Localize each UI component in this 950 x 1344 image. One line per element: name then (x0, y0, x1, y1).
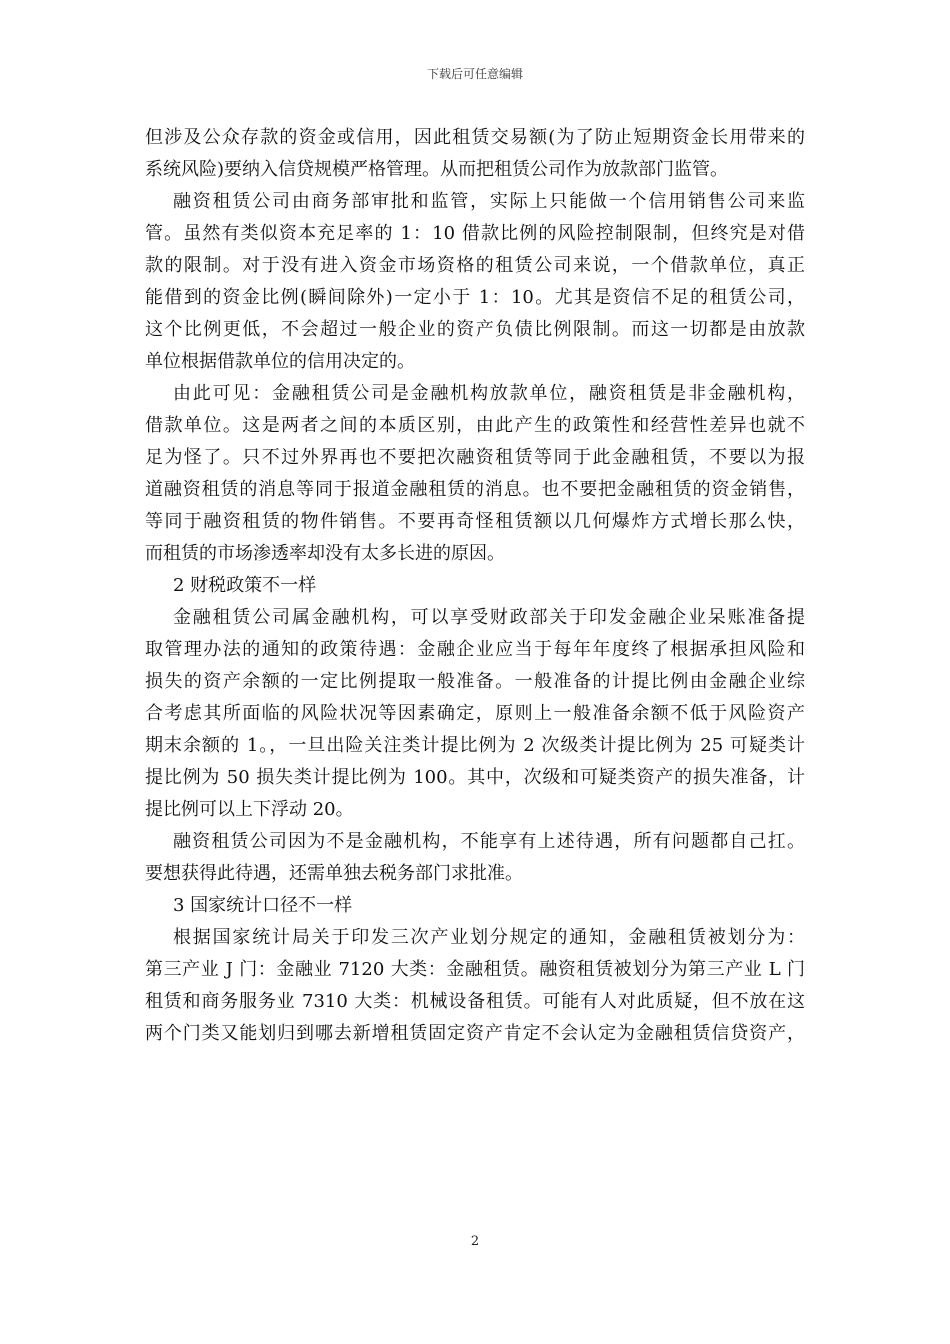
document-body (145, 122, 805, 1050)
text-line: 两个门类又能划归到哪去新增租赁固定资产肯定不会认定为金融租赁信贷资产， (145, 1023, 805, 1044)
text-line: 合考虑其所面临的风险状况等因素确定，原则上一般准备余额不低于风险资产 (145, 703, 805, 724)
section-heading: 3 国家统计口径不一样 (173, 895, 353, 916)
text-line: 损失的资产余额的一定比例提取一般准备。一般准备的计提比例由金融企业综 (145, 671, 805, 692)
paragraph-first-line: 融资租赁公司因为不是金融机构，不能享有上述待遇，所有问题都自己扛。 (173, 831, 805, 852)
page-number: 2 (470, 1234, 480, 1249)
text-line: 道融资租赁的消息等同于报道金融租赁的消息。也不要把金融租赁的资金销售， (145, 479, 805, 500)
paragraph-first-line: 金融租赁公司属金融机构，可以享受财政部关于印发金融企业呆账准备提 (173, 607, 805, 628)
paragraph-first-line: 融资租赁公司由商务部审批和监管，实际上只能做一个信用销售公司来监 (173, 191, 805, 212)
text-line: 提比例可以上下浮动 20。 (145, 799, 354, 820)
text-line: 租赁和商务服务业 7310 大类：机械设备租赁。可能有人对此质疑，但不放在这 (145, 991, 805, 1012)
text-line: 但涉及公众存款的资金或信用，因此租赁交易额(为了防止短期资金长用带来的 (145, 127, 805, 148)
text-line: 这个比例更低，不会超过一般企业的资产负债比例限制。而这一切都是由放款 (145, 319, 805, 340)
text-line: 单位根据借款单位的信用决定的。 (145, 351, 415, 372)
text-line: 取管理办法的通知的政策待遇：金融企业应当于每年年度终了根据承担风险和 (145, 639, 805, 660)
text-line: 要想获得此待遇，还需单独去税务部门求批准。 (145, 863, 523, 884)
text-line: 系统风险)要纳入信贷规模严格管理。从而把租赁公司作为放款部门监管。 (145, 159, 729, 180)
text-line: 能借到的资金比例(瞬间除外)一定小于 1：10。尤其是资信不足的租赁公司， (145, 287, 805, 308)
paragraph-first-line: 由此可见：金融租赁公司是金融机构放款单位，融资租赁是非金融机构， (173, 383, 805, 404)
text-line: 借款单位。这是两者之间的本质区别，由此产生的政策性和经营性差异也就不 (145, 415, 805, 436)
text-line: 第三产业 J 门：金融业 7120 大类：金融租赁。融资租赁被划分为第三产业 L 门 (145, 959, 805, 980)
section-heading: 2 财税政策不一样 (173, 575, 317, 596)
text-line: 期末余额的 1。，一旦出险关注类计提比例为 2 次级类计提比例为 25 可疑类计 (145, 735, 805, 756)
text-line: 提比例为 50 损失类计提比例为 100。其中，次级和可疑类资产的损失准备，计 (145, 767, 805, 788)
text-line: 款的限制。对于没有进入资金市场资格的租赁公司来说，一个借款单位，真正 (145, 255, 805, 276)
page-header: 下载后可任意编辑 (426, 67, 523, 81)
text-line: 管。虽然有类似资本充足率的 1：10 借款比例的风险控制限制，但终究是对借 (145, 223, 805, 244)
text-line: 等同于融资租赁的物件销售。不要再奇怪租赁额以几何爆炸方式增长那么快， (145, 511, 805, 532)
text-line: 足为怪了。只不过外界再也不要把次融资租赁等同于此金融租赁，不要以为报 (145, 447, 805, 468)
text-line: 而租赁的市场渗透率却没有太多长进的原因。 (145, 543, 505, 564)
paragraph-first-line: 根据国家统计局关于印发三次产业划分规定的通知，金融租赁被划分为： (173, 927, 805, 948)
